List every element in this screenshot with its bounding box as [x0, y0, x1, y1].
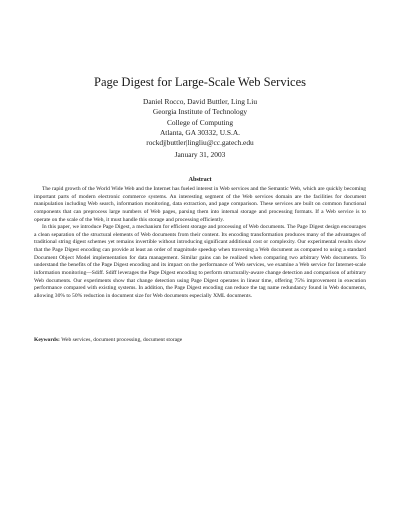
address: Atlanta, GA 30332, U.S.A.	[159, 127, 241, 137]
keywords-line	[34, 337, 366, 345]
abstract-paragraph: The rapid growth of the World Wide Web and the Internet has fueled interest in Web services and the Semantic Web, which are quickly becoming important parts of modern electronic commerce systems. An interesting segment of the Web services domain are the facilities for document manipulation including Web search, information monitoring, data extraction, and page comparison. These services are built on common functional components that can preprocess large numbers of Web pages, parsing them into internal storage and processing formats. If a Web service is to operate on the scale of the Web, it must handle this storage and processing efficiently.	[34, 186, 366, 223]
abstract-paragraph: In this paper, we introduce Page Digest, a mechanism for efficient storage and processing of Web documents. The Page Digest design encourages a clean separation of the structural elements of Web documents from their content. Its encoding transformation produces many of the advantages of traditional string digest schemes yet remains invertible without introducing significant additional cost or complexity. Our experimental results show that the Page Digest encoding can provide at least an order of magnitude speedup when traversing a Web document as compared to using a standard Document Object Model implementation for data management. Similar gains can be realized when comparing two arbitrary Web documents. To understand the benefits of the Page Digest encoding and its impact on the performance of Web services, we examine a Web service for Internet-scale information monitoring—Sdiff. Sdiff leverages the Page Digest encoding to perform structurally-aware change detection and comparison of arbitrary Web documents. Our experiments show that change detection using Page Digest operates in linear time, offering 75% improvement in execution performance compared with existing systems. In addition, the Page Digest encoding can reduce the tag name redundancy found in Web documents, allowing 30% to 50% reduction in document size for Web documents especially XML documents.	[34, 224, 366, 299]
affiliation: Georgia Institute of Technology	[152, 107, 248, 117]
keywords-text: Web services, document processing, document storage	[61, 337, 183, 343]
department: College of Computing	[166, 117, 234, 127]
paper-date: January 31, 2003	[174, 150, 226, 159]
paper-title: Page Digest for Large-Scale Web Services	[94, 75, 306, 89]
abstract-body	[34, 186, 366, 300]
keywords-label: Keywords:	[34, 337, 60, 343]
abstract-heading: Abstract	[188, 176, 212, 183]
emails: rockdj|buttler|lingliu@cc.gatech.edu	[146, 138, 254, 148]
authors: Daniel Rocco, David Buttler, Ling Liu	[142, 97, 258, 106]
author-block	[0, 97, 400, 148]
